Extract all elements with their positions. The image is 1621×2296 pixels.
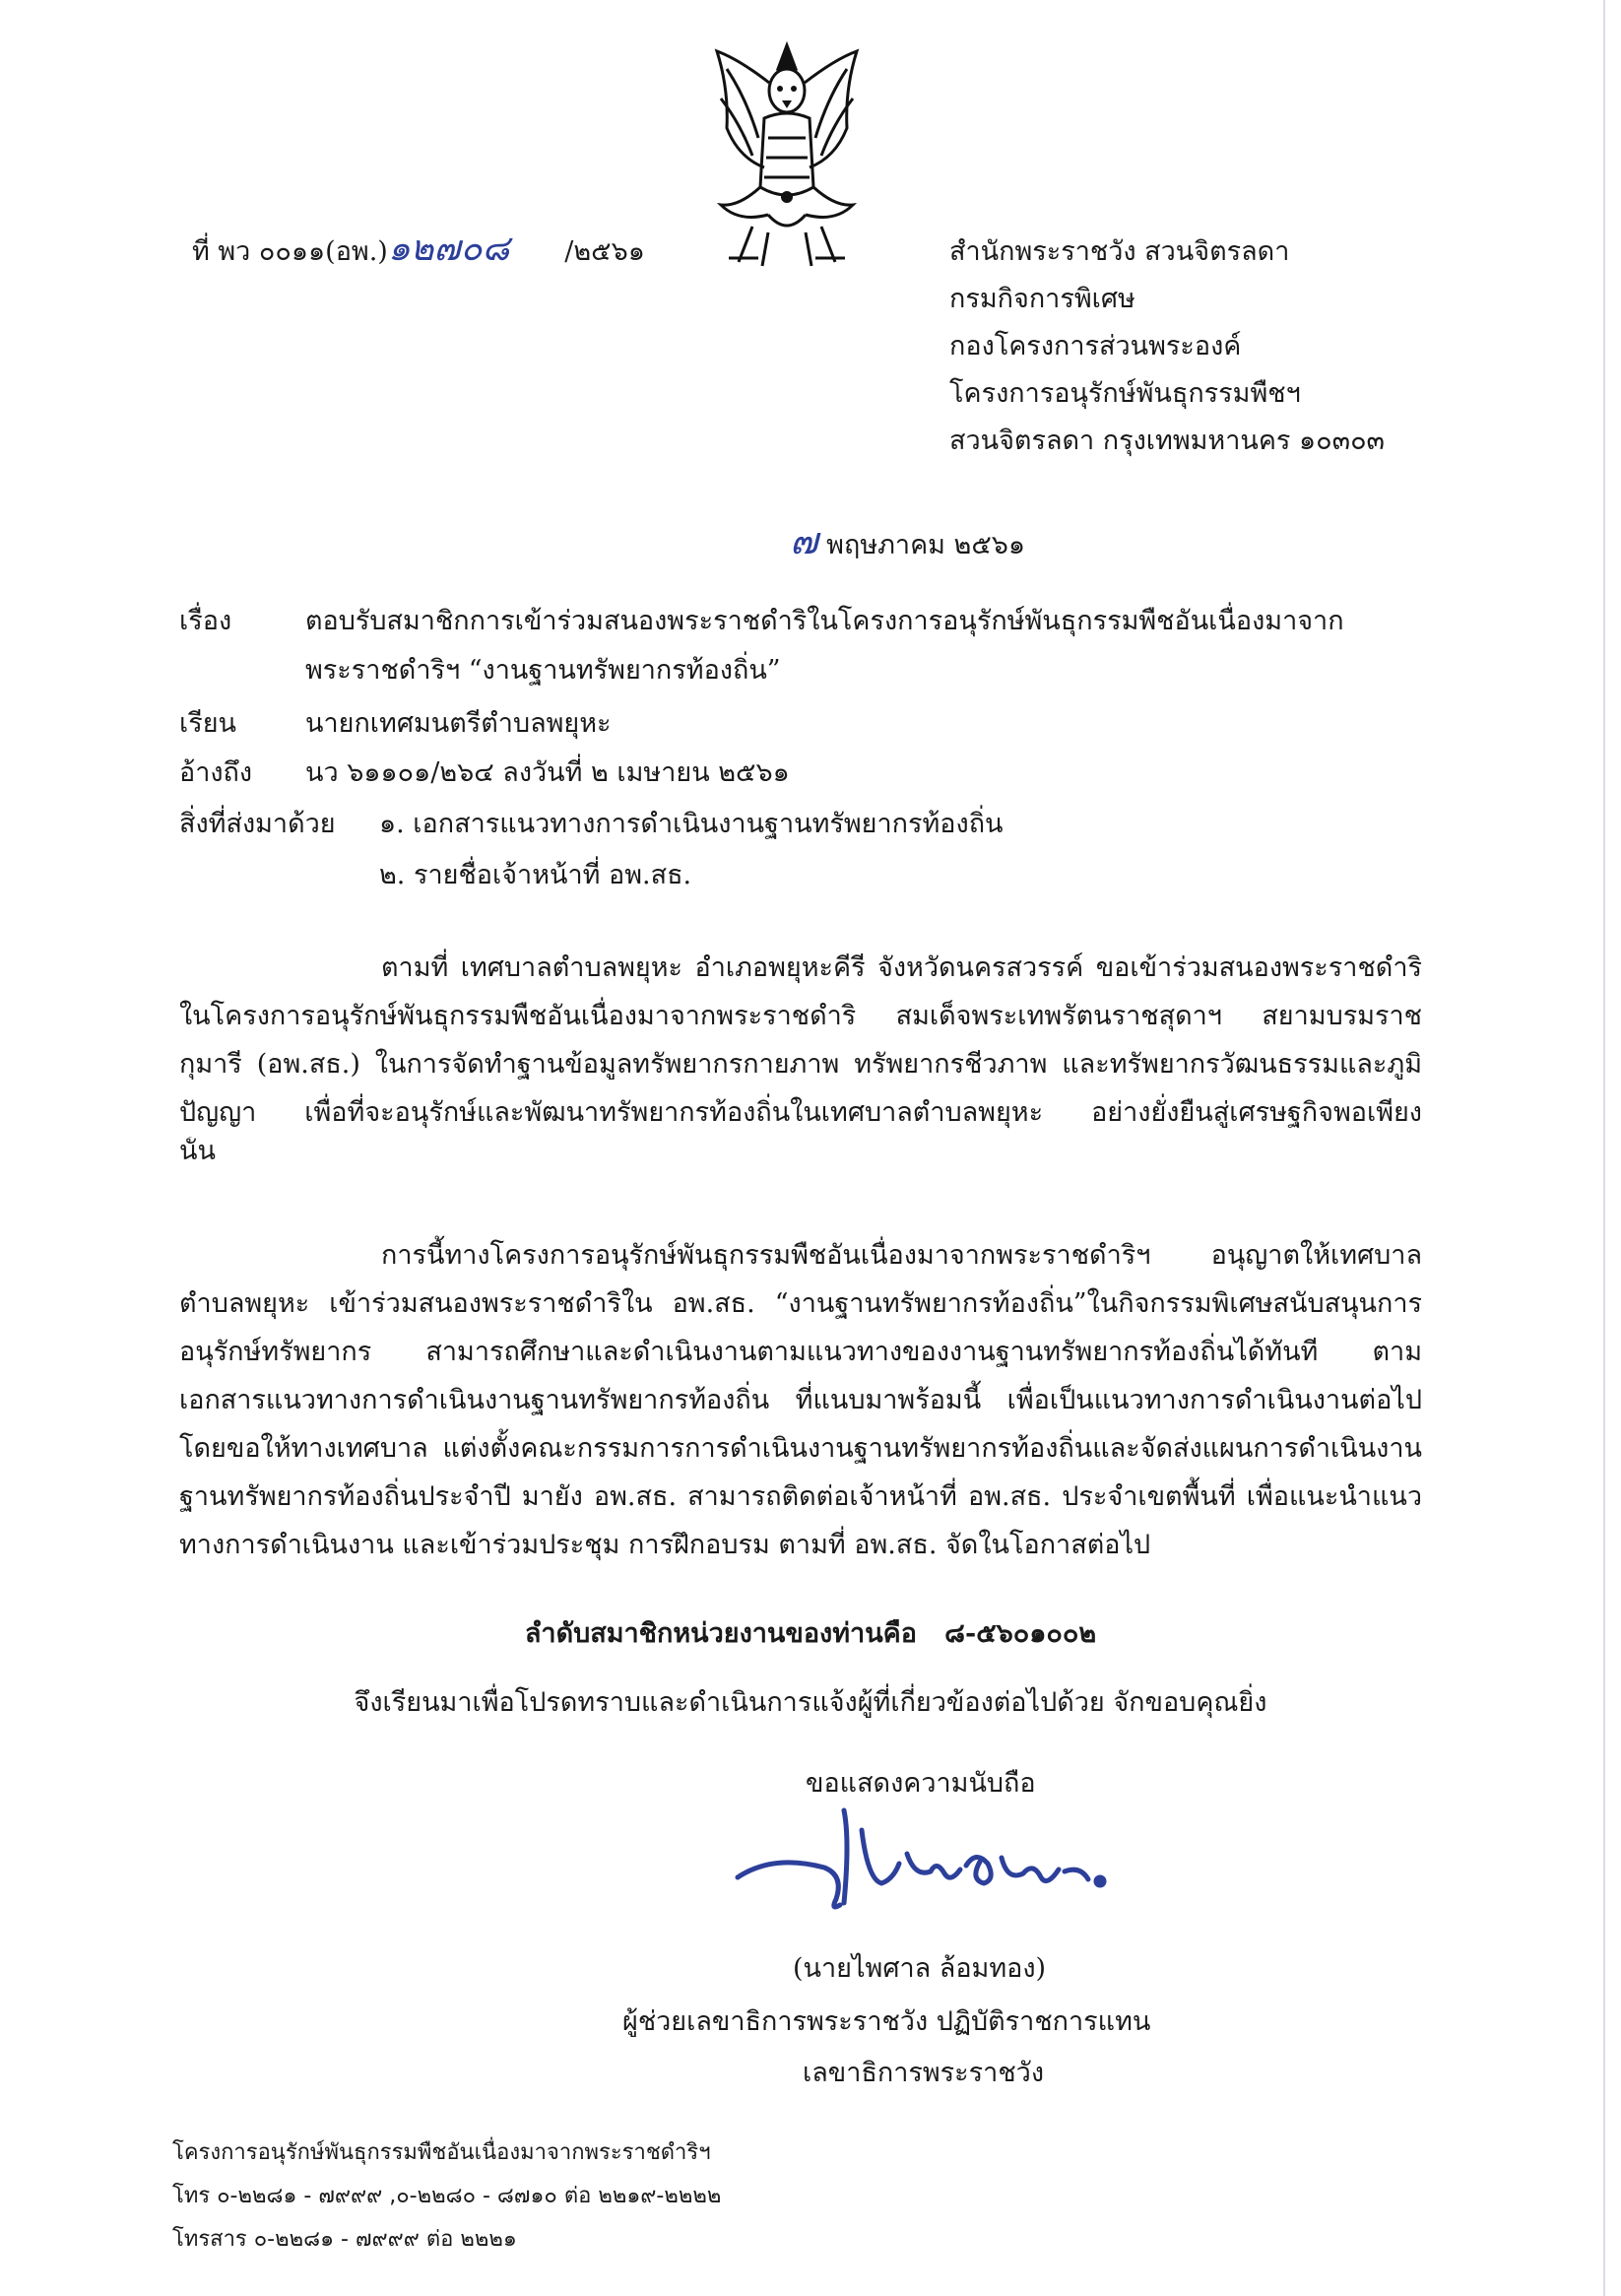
member-number-line [0,1611,1621,1657]
footer-phone: โทร ๐-๒๒๘๑ - ๗๙๙๙ ,๐-๒๒๘๐ - ๘๗๑๐ ต่อ ๒๒๑๙-๒๒๒๒ [172,2184,722,2208]
sender-address [949,229,1385,465]
handwritten-signature [734,1801,1128,1919]
signer-name: (นายไพศาล ล้อมทอง) [793,1953,1047,1984]
paragraph-line: นั้น [179,1137,216,1166]
body-paragraph-2 [179,1231,1422,1569]
member-number: ๘-๕๖๐๑๐๐๒ [944,1618,1097,1649]
footer-contact [172,2132,721,2262]
enclosure-label: สิ่งที่ส่งมาด้วย [179,809,336,839]
to-value: นายกเทศมนตรีตำบลพยุหะ [305,708,612,739]
address-line: สวนจิตรลดา กรุงเทพมหานคร ๑๐๓๐๓ [949,426,1386,456]
to-label: เรียน [179,708,237,739]
paragraph-line: กุมารี (อพ.สธ.) ในการจัดทำฐานข้อมูลทรัพยากรกายภาพ ทรัพยากรชีวภาพ และทรัพยากรวัฒนธรรมและภูมิ [179,1049,1422,1080]
salutation: ขอแสดงความนับถือ [806,1768,1036,1799]
letter-date [790,510,1025,570]
reference-label: อ้างถึง [179,757,253,788]
enclosure-item-2: ๒. รายชื่อเจ้าหน้าที่ อพ.สธ. [379,860,692,890]
reference-year: /๒๕๖๑ [564,236,645,267]
reference-number-handwritten: ๑๒๗๐๘ [387,229,510,269]
paragraph-line: โดยขอให้ทางเทศบาล แต่งตั้งคณะกรรมการการดำเนินงานฐานทรัพยากรท้องถิ่นและจัดส่งแผนการดำเนินงาน [179,1433,1422,1464]
paragraph-line: เอกสารแนวทางการดำเนินงานฐานทรัพยากรท้องถิ่น ที่แนบมาพร้อมนี้ เพื่อเป็นแนวทางการดำเนินงานต่อไป [179,1385,1422,1415]
member-label: ลำดับสมาชิกหน่วยงานของท่านคือ [524,1618,917,1649]
footer-fax: โทรสาร ๐-๒๒๘๑ - ๗๙๙๙ ต่อ ๒๒๒๑ [172,2227,517,2252]
paragraph-line: ปัญญา เพื่อที่จะอนุรักษ์และพัฒนาทรัพยากรท้องถิ่นในเทศบาลตำบลพยุหะ อย่างยั่งยืนสู่เศรษฐกิจพอเพียง [179,1097,1422,1128]
paragraph-line: ฐานทรัพยากรท้องถิ่นประจำปี มายัง อพ.สธ. สามารถติดต่อเจ้าหน้าที่ อพ.สธ. ประจำเขตพื้นที่ เพื่อแนะนำแนว [179,1481,1422,1512]
address-line: กรมกิจการพิเศษ [949,284,1135,314]
reference-prefix: ที่ พว ๐๐๑๑(อพ.) [192,236,388,267]
address-line: สำนักพระราชวัง สวนจิตรลดา [949,236,1290,267]
page-edge-line [1603,0,1605,2296]
enclosure-item-1: ๑. เอกสารแนวทางการดำเนินงานฐานทรัพยากรท้องถิ่น [379,809,1004,839]
closing-sentence: จึงเรียนมาเพื่อโปรดทราบและดำเนินการแจ้งผู้ที่เกี่ยวข้องต่อไปด้วย จักขอบคุณยิ่ง [354,1687,1267,1718]
paragraph-line: การนี้ทางโครงการอนุรักษ์พันธุกรรมพืชอันเนื่องมาจากพระราชดำริฯ อนุญาตให้เทศบาล [381,1240,1422,1271]
footer-organization: โครงการอนุรักษ์พันธุกรรมพืชอันเนื่องมาจากพระราชดำริฯ [172,2140,711,2165]
body-paragraph-1 [179,944,1422,1176]
subject-line-1: ตอบรับสมาชิกการเข้าร่วมสนองพระราชดำริในโครงการอนุรักษ์พันธุกรรมพืชอันเนื่องมาจาก [305,606,1344,636]
paragraph-line: ตำบลพยุหะ เข้าร่วมสนองพระราชดำริใน อพ.สธ. “งานฐานทรัพยากรท้องถิ่น”ในกิจกรรมพิเศษสนับสนุนการ [179,1288,1422,1319]
paragraph-line: อนุรักษ์ทรัพยากร สามารถศึกษาและดำเนินงานตามแนวทางของงานฐานทรัพยากรท้องถิ่นได้ทันที ตาม [179,1337,1422,1367]
address-line: โครงการอนุรักษ์พันธุกรรมพืชฯ [949,378,1301,409]
garuda-emblem-icon [699,39,875,272]
paragraph-line: ทางการดำเนินงาน และเข้าร่วมประชุม การฝึกอบรม ตามที่ อพ.สธ. จัดในโอกาสต่อไป [179,1530,1151,1560]
signer-title-line-1: ผู้ช่วยเลขาธิการพระราชวัง ปฏิบัติราชการแทน [622,2006,1151,2037]
subject-label: เรื่อง [179,606,232,636]
date-day-handwritten: ๗ [790,519,818,562]
subject-line-2: พระราชดำริฯ “งานฐานทรัพยากรท้องถิ่น” [305,655,781,686]
paragraph-line: ในโครงการอนุรักษ์พันธุกรรมพืชอันเนื่องมาจากพระราชดำริ สมเด็จพระเทพรัตนราชสุดาฯ สยามบรมราช [179,1001,1422,1031]
signer-title-line-2: เลขาธิการพระราชวัง [803,2058,1045,2088]
reference-number [192,227,645,275]
paragraph-line: ตามที่ เทศบาลตำบลพยุหะ อำเภอพยุหะคีรี จังหวัดนครสวรรค์ ขอเข้าร่วมสนองพระราชดำริ [381,952,1422,983]
reference-value: นว ๖๑๑๐๑/๒๖๔ ลงวันที่ ๒ เมษายน ๒๕๖๑ [305,757,790,788]
date-month-year: พฤษภาคม ๒๕๖๑ [826,530,1026,560]
address-line: กองโครงการส่วนพระองค์ [949,331,1242,361]
